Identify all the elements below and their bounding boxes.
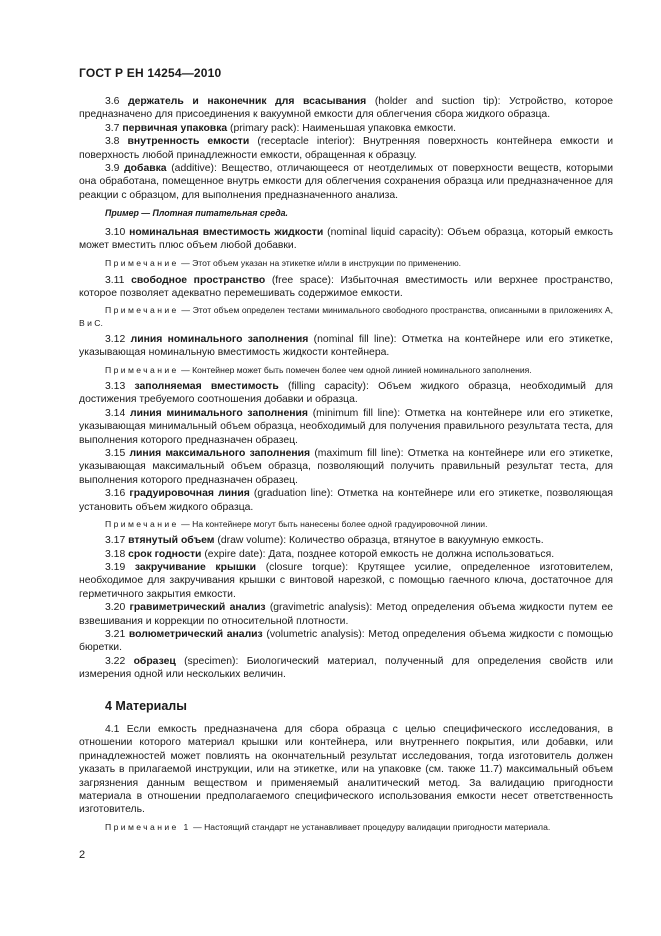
term-3-16: 3.16 градуировочная линия (graduation line): Отметка на контейнере или его этикетке, позволяющая установить объем жидкого образца. xyxy=(79,488,613,513)
term-3-15: 3.15 линия максимального заполнения (maximum fill line): Отметка на контейнере или его этикетке, указывающая максимальный объем образца, позволяющий получить правильный результат теста, для выполнения которого предназначен образец. xyxy=(79,447,614,486)
example-3-9: Пример — Плотная питательная среда. xyxy=(105,208,288,219)
term-3-20: 3.20 гравиметрический анализ (gravimetric analysis): Метод определения объема жидкости путем ее взвешивания и коррекции по относительной плотности. xyxy=(79,602,614,627)
note-3-11: Примечание — Этот объем определен тестами минимального свободного пространства, описанными в приложениях А, В и С. xyxy=(79,305,613,328)
document-header: ГОСТ Р ЕН 14254—2010 xyxy=(79,66,222,80)
term-3-9: 3.9 добавка (additive): Вещество, отличающееся от неотделимых от поверхности веществ, которыми она обработана, помещенное внутрь емкости для облегчения сохранения образца или предназначенное для реакции с образцом, для выполнения предназначенного анализа. xyxy=(79,163,613,201)
paragraph-4-1: 4.1 Если емкость предназначена для сбора образца с целью специфического исследования, в отношении которого материал крышки или контейнера, или внутреннего покрытия, или добавки, или принадлежностей может повлиять на окончательный результат исследования, тогда изготовитель должен указать в прилагаемой инструкции, или на этикетке, или на упаковке (см. также 11.7) максимальный объем загрязнения данным веществом и применяемый аналитический метод. За валидацию пригодности материала в отношении предполагаемого специфического использования емкости несет ответственность изготовитель. xyxy=(79,724,613,816)
section-4-title: 4 Материалы xyxy=(105,698,187,713)
term-3-21: 3.21 волюметрический анализ (volumetric analysis): Метод определения объема жидкости с помощью бюретки. xyxy=(79,629,613,654)
term-3-17: 3.17 втянутый объем (draw volume): Количество образца, втянутое в вакуумную емкость. xyxy=(105,535,544,547)
term-3-10: 3.10 номинальная вместимость жидкости (nominal liquid capacity): Объем образца, который емкость может вместить плюс объем любой добавки. xyxy=(79,226,613,252)
term-3-14: 3.14 линия минимального заполнения (minimum fill line): Отметка на контейнере или его этикетке, указывающая минимальный объем образца, необходимый для получения правильного результата теста, для выполнения которого предназначен образец. xyxy=(79,407,613,446)
note-3-12: Примечание — Контейнер может быть помечен более чем одной линией номинального заполнения. xyxy=(105,364,532,375)
term-3-22: 3.22 образец (specimen): Биологический материал, полученный для определения свойств или измерения одной или нескольких величин. xyxy=(79,655,614,681)
term-3-19: 3.19 закручивание крышки (closure torque): Крутящее усилие, определенное изготовителем, необходимое для закручивания крышки с винтовой нарезкой, с помощью гаечного ключа, достаточное для герметичного закрытия емкости. xyxy=(79,561,614,600)
term-3-6: 3.6 держатель и наконечник для всасывания (holder and suction tip): Устройство, которое предназначено для присоединения к вакуумной емкости для облегчения сбора жидкого образца. xyxy=(79,96,613,121)
note-4-1: Примечание 1 — Настоящий стандарт не устанавливает процедуру валидации пригодности материала. xyxy=(105,821,551,832)
term-3-11: 3.11 свободное пространство (free space): Избыточная вместимость или верхнее пространство, которое позволяет адекватно перемешивать содержимое емкости. xyxy=(79,274,613,300)
term-3-8: 3.8 внутренность емкости (receptacle interior): Внутренняя поверхность контейнера емкости и поверхность любой принадлежности емкости, обращенная к образцу. xyxy=(79,136,614,161)
document-body xyxy=(79,95,613,837)
note-3-16: Примечание — На контейнере могут быть нанесены более одной градуировочной линии. xyxy=(105,518,488,529)
term-3-12: 3.12 линия номинального заполнения (nominal fill line): Отметка на контейнере или его этикетке, указывающая номинальную вместимость жидкости контейнера. xyxy=(79,333,613,359)
note-3-10: Примечание — Этот объем указан на этикетке и/или в инструкции по применению. xyxy=(105,258,462,269)
term-3-18: 3.18 срок годности (expire date): Дата, позднее которой емкость не должна использоваться. xyxy=(105,548,555,560)
page-number: 2 xyxy=(79,849,86,861)
term-3-13: 3.13 заполняемая вместимость (filling capacity): Объем жидкого образца, необходимый для достижения требуемого соотношения добавки и образца. xyxy=(79,380,613,406)
term-3-7: 3.7 первичная упаковка (primary pack): Наименьшая упаковка емкости. xyxy=(105,122,457,134)
